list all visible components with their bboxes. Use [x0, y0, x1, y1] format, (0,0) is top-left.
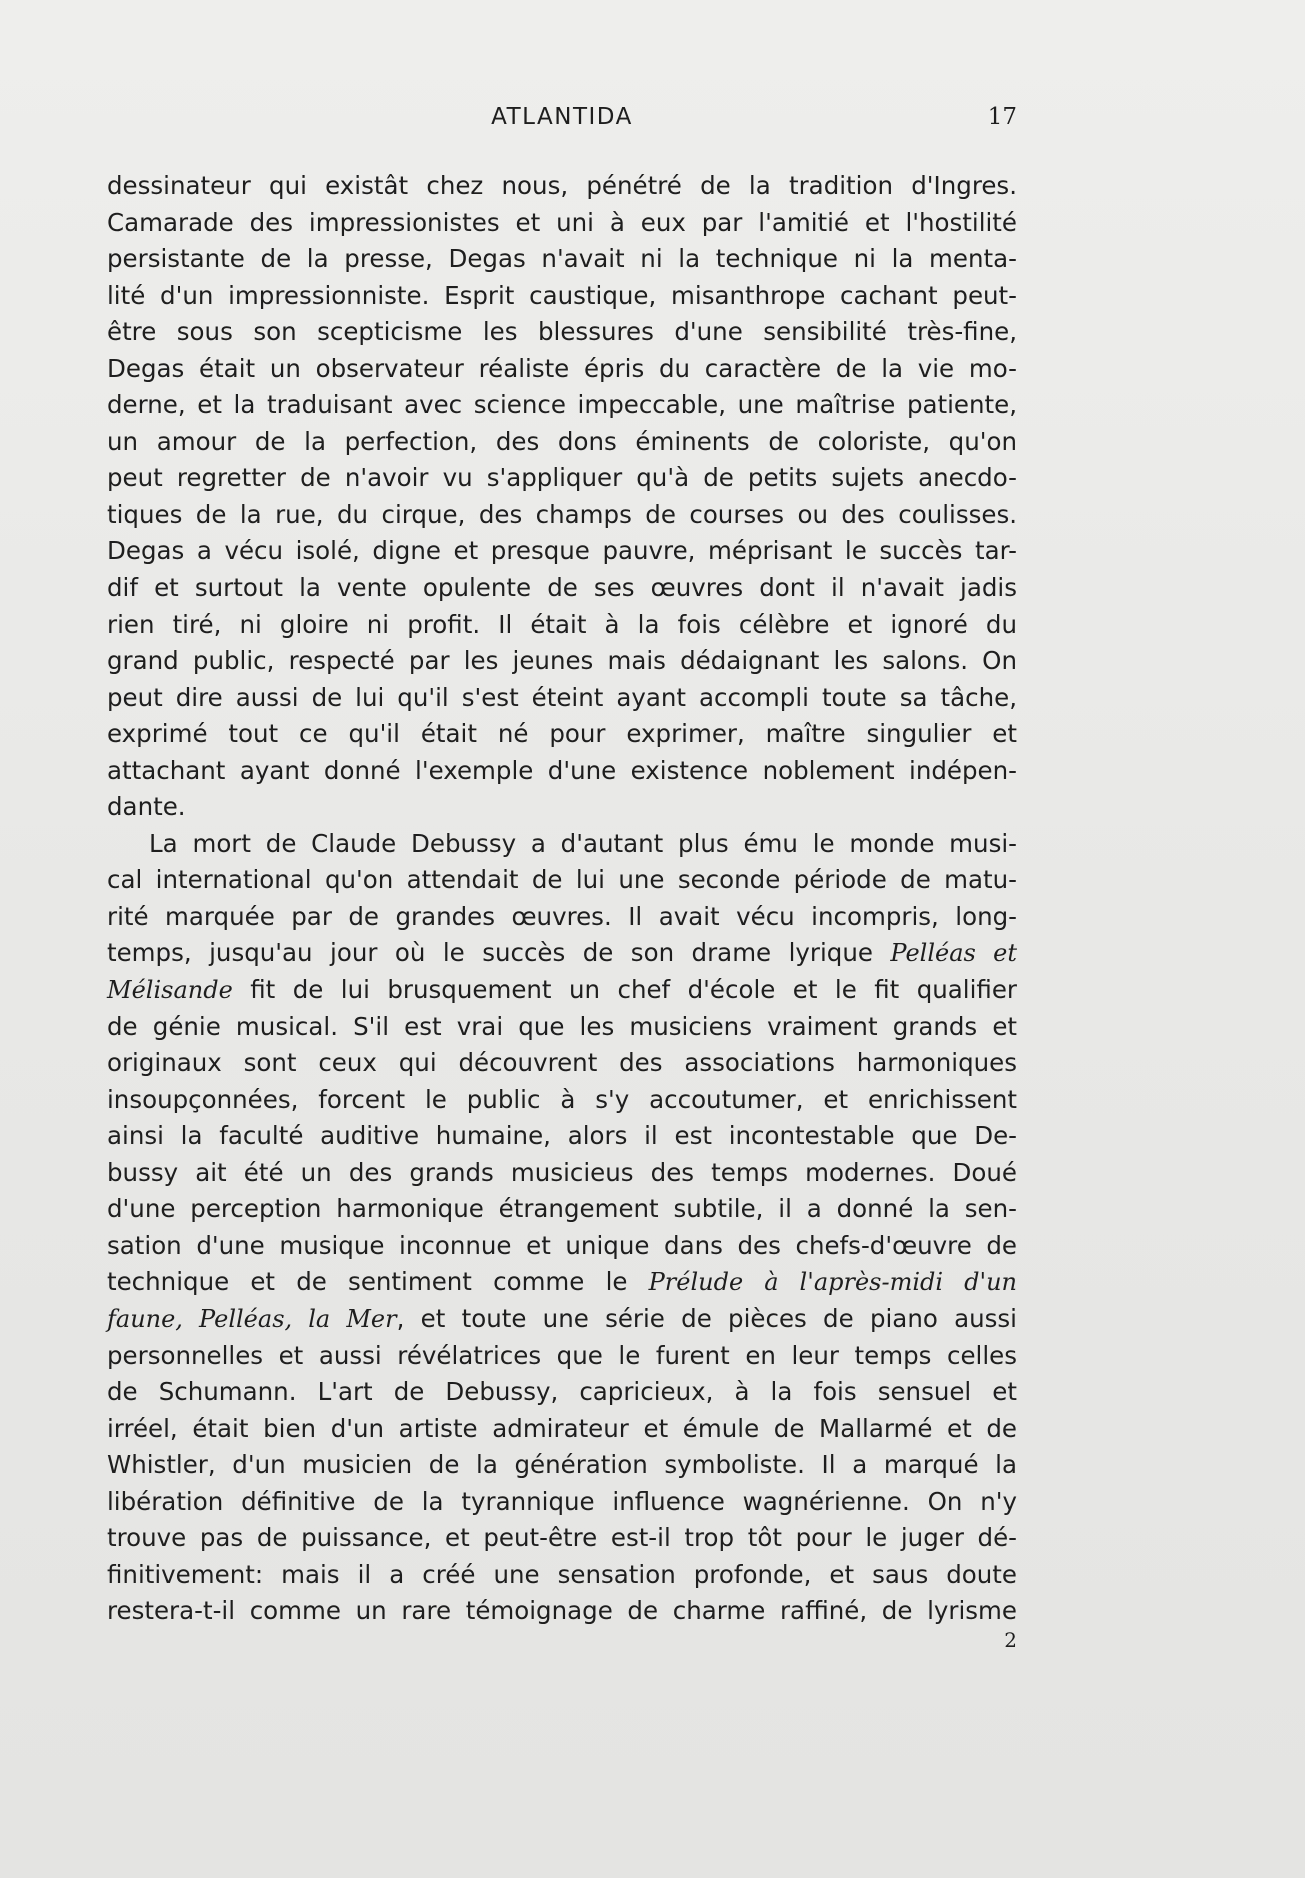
text-line: ainsi la faculté auditive humaine, alors il est incontestable que De-	[107, 1121, 1017, 1151]
text-line: exprimé tout ce qu'il était né pour exprimer, maître singulier et	[107, 719, 1017, 749]
page-number: 17	[987, 104, 1017, 130]
text-line: d'une perception harmonique étrangement subtile, il a donné la sen-	[107, 1194, 1017, 1224]
text-line: trouve pas de puissance, et peut-être est-il trop tôt pour le juger dé-	[107, 1523, 1017, 1553]
text-line: cal international qu'on attendait de lui une seconde période de matu-	[107, 865, 1017, 895]
text-line: irréel, était bien d'un artiste admirateur et émule de Mallarmé et de	[107, 1413, 1017, 1443]
text-line: être sous son scepticisme les blessures d'une sensibilité très-fine,	[107, 317, 1017, 347]
text-line: rien tiré, ni gloire ni profit. Il était à la fois célèbre et ignoré du	[107, 609, 1017, 639]
text-line	[107, 1301, 1017, 1338]
text-line	[107, 1264, 1017, 1301]
text-segment: fit de lui brusquement un chef d'école et le fit qualifier	[232, 975, 1017, 1005]
signature-mark: 2	[1004, 1628, 1017, 1652]
text-line: tiques de la rue, du cirque, des champs de courses ou des coulisses.	[107, 499, 1017, 529]
text-line: lité d'un impressionniste. Esprit caustique, misanthrope cachant peut-	[107, 280, 1017, 310]
text-line: de génie musical. S'il est vrai que les musiciens vraiment grands et	[107, 1011, 1017, 1041]
text-line: dante.	[107, 792, 186, 822]
text-line	[107, 972, 1017, 1009]
text-line: rité marquée par de grandes œuvres. Il avait vécu incompris, long-	[107, 901, 1017, 931]
text-line: peut regretter de n'avoir vu s'appliquer qu'à de petits sujets anecdo-	[107, 463, 1017, 493]
text-segment: temps, jusqu'au jour où le succès de son drame lyrique	[107, 938, 891, 968]
text-line: Whistler, d'un musicien de la génération symboliste. Il a marqué la	[107, 1450, 1017, 1480]
text-line: attachant ayant donné l'exemple d'une existence noblement indépen-	[107, 755, 1017, 785]
text-line: originaux sont ceux qui découvrent des associations harmoniques	[107, 1048, 1017, 1078]
text-line: peut dire aussi de lui qu'il s'est éteint ayant accompli toute sa tâche,	[107, 682, 1017, 712]
running-header	[107, 100, 1017, 134]
text-line: sation d'une musique inconnue et unique dans des chefs-d'œuvre de	[107, 1230, 1017, 1260]
italic-title: faune, Pelléas, la Mer	[107, 1304, 397, 1333]
text-line	[107, 935, 1017, 972]
text-line: Degas était un observateur réaliste épris du caractère de la vie mo-	[107, 353, 1017, 383]
paragraph-start-line: La mort de Claude Debussy a d'autant plus ému le monde musi-	[149, 828, 1017, 858]
text-line: de Schumann. L'art de Debussy, capricieux, à la fois sensuel et	[107, 1377, 1017, 1407]
text-line: insoupçonnées, forcent le public à s'y accoutumer, et enrichissent	[107, 1084, 1017, 1114]
text-line: un amour de la perfection, des dons éminents de coloriste, qu'on	[107, 426, 1017, 456]
body-text	[107, 168, 1017, 1630]
text-line: libération définitive de la tyrannique influence wagnérienne. On n'y	[107, 1486, 1017, 1516]
text-line: derne, et la traduisant avec science impeccable, une maîtrise patiente,	[107, 390, 1017, 420]
text-line: restera-t-il comme un rare témoignage de charme raffiné, de lyrisme	[107, 1596, 1017, 1626]
text-line: finitivement: mais il a créé une sensation profonde, et saus doute	[107, 1559, 1017, 1589]
text-line: dessinateur qui existât chez nous, pénétré de la tradition d'Ingres.	[107, 171, 1017, 200]
text-segment: , et toute une série de pièces de piano aussi	[396, 1303, 1017, 1333]
text-line: bussy ait été un des grands musicieus des temps modernes. Doué	[107, 1157, 1017, 1187]
text-line: dif et surtout la vente opulente de ses œuvres dont il n'avait jadis	[107, 573, 1017, 603]
text-line: personnelles et aussi révélatrices que le furent en leur temps celles	[107, 1340, 1017, 1370]
text-line: Degas a vécu isolé, digne et presque pauvre, méprisant le succès tar-	[107, 536, 1017, 566]
italic-title: Prélude à l'après-midi d'un	[648, 1268, 1017, 1297]
text-line: grand public, respecté par les jeunes mais dédaignant les salons. On	[107, 646, 1017, 676]
text-segment: technique et de sentiment comme le	[107, 1267, 649, 1297]
text-line: persistante de la presse, Degas n'avait ni la technique ni la menta-	[107, 244, 1017, 274]
italic-title: Mélisande	[107, 976, 233, 1005]
italic-title: Pelléas et	[890, 939, 1017, 968]
running-title: ATLANTIDA	[491, 104, 633, 130]
text-line: Camarade des impressionistes et uni à eux par l'amitié et l'hostilité	[107, 207, 1017, 237]
